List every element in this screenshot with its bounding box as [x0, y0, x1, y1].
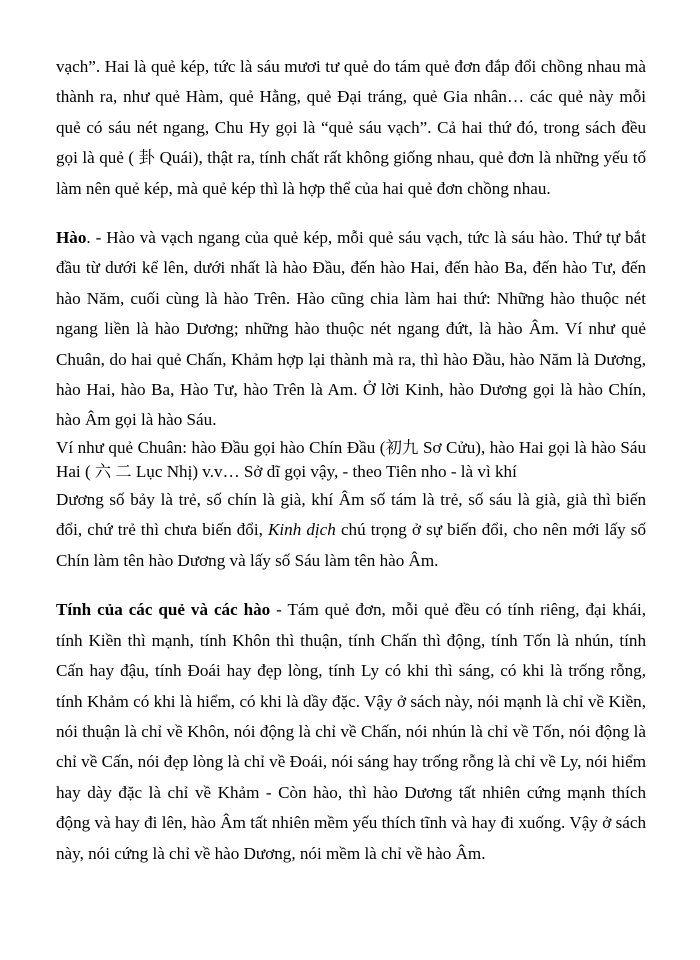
han-character-nhi: 二	[115, 462, 132, 482]
book-title-kinh-dich: Kinh dịch	[268, 520, 336, 540]
paragraph2-segment-4: chú trọng ở sự biến đổi, cho nên mới lấy số Chín làm tên hào Dương và lấy số Sáu làm tên hào Âm.	[56, 520, 646, 570]
paragraph2-tight-text-a: Ví như quẻ Chuân: hào Đầu gọi hào Chín Đầu (	[56, 437, 386, 457]
paragraph2-segment-3: Dương số bảy là trẻ, số chín là già, khí Âm số tám là trẻ, số sáu là già, già thì biến đổi, chứ trẻ thì chưa biến đổi,	[56, 490, 646, 540]
han-character-luc: 六	[94, 462, 112, 482]
paragraph2-tight-text-c: Lục Nhị) v.v… Sở dĩ gọi vậy, - theo Tiên nho - là vì khí	[131, 462, 517, 482]
paragraph2-lead-in-hao: Hào	[56, 228, 87, 248]
paragraph2-tight-block	[56, 436, 646, 485]
paragraph-tinh-cua-cac-que	[56, 595, 646, 869]
paragraph3-body: - Tám quẻ đơn, mỗi quẻ đều có tính riêng, đại khái, tính Kiền thì mạnh, tính Khôn thì thuận, tính Chấn thì động, tính Tốn là nhún, tính Cấn hay đậu, tính Đoái hay đẹp lòng, tính Ly có khi thì sáng, có khi là trống rỗng, tính Khảm có khi là hiểm, có khi là dầy đặc. Vậy ở sách này, nói mạnh là chỉ về Kiền, nói thuận là chỉ về Khôn, nói động là chỉ về Chấn, nói nhún là chỉ về Tốn, nói động là chỉ về Cấn, nói đẹp lòng là chỉ về Đoái, nói sáng hay trống rỗng là chỉ về Ly, nói hiểm hay dày đặc là chỉ về Khảm - Còn hào, thì hào Dương tất nhiên cứng mạnh thích động và hay đi lên, hào Âm tất nhiên mềm yếu thích tĩnh và hay đi xuống. Vậy ở sách này, nói cứng là chỉ về hào Dương, nói mềm là chỉ về hào Âm.	[56, 600, 646, 863]
paragraph1-text-part1: vạch”. Hai là quẻ kép, tức là sáu mươi tư quẻ do tám quẻ đơn đắp đổi chồng nhau mà thành ra, như quẻ Hàm, quẻ Hằng, quẻ Đại tráng, quẻ Gia nhân… các quẻ này mỗi quẻ có sáu nét ngang, Chu Hy gọi là “quẻ sáu vạch”. Cả hai thứ đó, trong sách đều gọi là quẻ (	[56, 57, 646, 168]
paragraph1-text-part2: Quái), thật ra, tính chất rất không giống nhau, quẻ đơn là những yếu tố làm nên quẻ kép, mà quẻ kép thì là hợp thể của hai quẻ đơn chồng nhau.	[56, 148, 647, 198]
paragraph3-lead-in-tinh: Tính của các quẻ và các hào	[56, 600, 271, 620]
han-characters-so-cuu: 初九	[385, 437, 419, 457]
paragraph2-tight-text-b: Sơ Cửu), hào Hai gọi là hào Sáu Hai (	[56, 437, 647, 482]
paragraph-quai-definition	[56, 52, 646, 204]
paragraph-hao-definition	[56, 223, 646, 576]
paragraph2-segment-1: . - Hào và vạch ngang của quẻ kép, mỗi quẻ sáu vạch, tức là sáu hào. Thứ tự bắt đầu từ dưới kể lên, dưới nhất là hào Đầu, đến hào Hai, đến hào Ba, đến hào Tư, đến hào Năm, cuối cùng là hào Trên. Hào cũng chia làm hai thứ: Những hào thuộc nét ngang liền là hào Dương; những hào thuộc nét ngang đứt, là hào Âm. Ví như quẻ Chuân, do hai quẻ Chấn, Khảm hợp lại thành mà ra, thì hào Đầu, hào Năm là Dương, hào Hai, hào Ba, Hào Tư, hào Trên là Am. Ở lời Kinh, hào Dương gọi là hào Chín, hào Âm gọi là hào Sáu.	[56, 228, 646, 430]
text-column	[56, 52, 646, 869]
han-character-quai: 卦	[138, 148, 156, 168]
